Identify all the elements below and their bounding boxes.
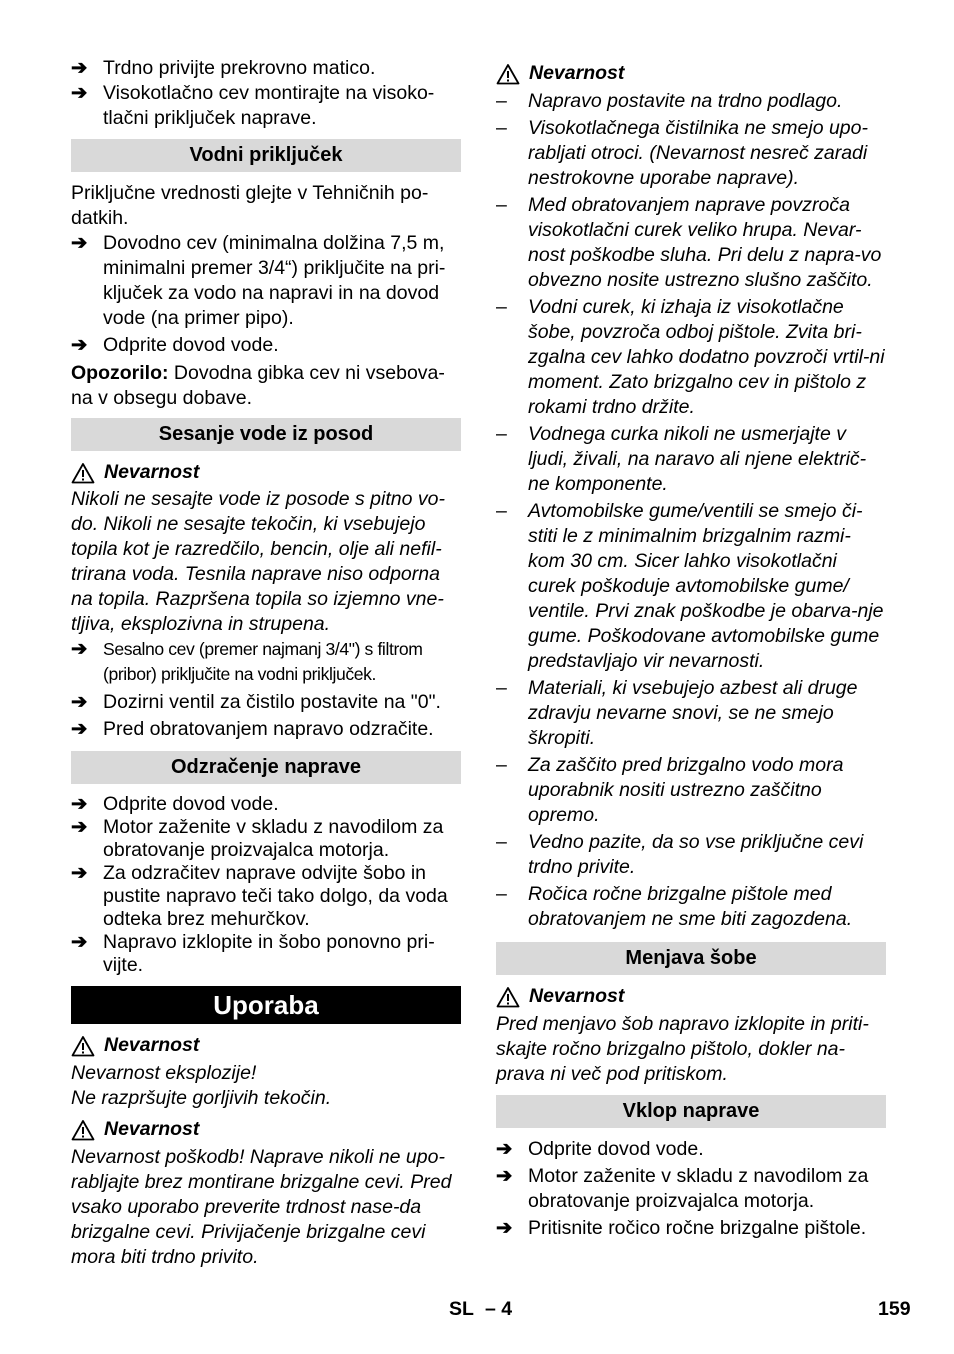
dash-item-text: Vedno pazite, da so vse priključne cevi trdno privite. [528,831,864,878]
warning-triangle-icon [71,1119,95,1141]
arrow-right-icon: ➔ [71,816,88,838]
section-heading-venting: Odzračenje naprave [71,751,461,784]
dash-item-text: Vodni curek, ki izhaja iz visokotlačne šobe, povzroča odboj pištole. Zvita bri-zgalna cev lahko dodatno povzroči vrtil-ni moment. Zato brizgalno cev in pištolo z rokami trdno držite. [528,296,885,418]
danger-text: Pred menjavo šob napravo izklopite in priti-skajte ročno brizgalno pištolo, dokler na-prava ni več pod pritiskom. [496,1013,869,1085]
step-item [71,690,461,715]
danger-text: Nevarnost poškodb! Naprave nikoli ne upo-rabljajte brez montirane brizgalne cevi. Pred vsako uporabo preverite trdnost nase-da brizgalne cevi. Privijačenje brizgalne cevi mora biti trdno privito. [71,1146,452,1268]
danger-label: Nevarnost [104,461,200,483]
dash-list-item [496,882,886,932]
step-text: Napravo izklopite in šobo ponovno pri-vijte. [103,931,435,976]
footer-section-label [449,1297,512,1322]
dash-bullet: – [496,677,507,699]
arrow-right-icon: ➔ [496,1217,513,1239]
step-text: Za odzračitev naprave odvijte šobo in pustite napravo teči tako dolgo, da voda odteka brez mehurčkov. [103,862,448,930]
step-text: Motor zaženite v skladu z navodilom za obratovanje proizvajalca motorja. [528,1165,869,1212]
dash-list-item [496,295,886,420]
dash-list-item [496,830,886,880]
arrow-right-icon: ➔ [71,718,88,740]
footer-language: SL [449,1298,474,1320]
danger-dash-list [496,89,886,932]
arrow-right-icon: ➔ [71,638,87,660]
danger-text: Nikoli ne sesajte vode iz posode s pitno vo-do. Nikoli ne sesajte tekočin, ki vsebujejo topila kot je razredčilo, bencin, olje ali nefil-trirana voda. Tesnila naprave niso odporna na topila. Razpršena topila so izjemno vne-tljiva, eksplozivna in strupena. [71,488,445,635]
arrow-right-icon: ➔ [71,931,88,953]
step-text: Odprite dovod vode. [103,334,279,356]
dash-item-text: Materiali, ki vsebujejo azbest ali druge zdravju nevarne snovi, se ne smejo škropiti. [528,677,858,749]
dash-list-item [496,753,886,828]
note-text: Dovodna gibka cev ni vsebova-na v obsegu dobave. [71,362,445,409]
danger-label: Nevarnost [529,62,625,84]
danger-heading [71,1033,461,1058]
dash-bullet: – [496,883,507,905]
danger-heading [496,61,886,86]
step-text: Pred obratovanjem napravo odzračite. [103,718,434,740]
footer-local-page: – 4 [485,1298,513,1320]
dash-item-text: Visokotlačnega čistilnika ne smejo upo-rabljati otroci. (Nevarnost nesreč zaradi nestrokovne uporabe naprave). [528,117,868,189]
step-item [71,81,451,131]
dash-list-item [496,193,886,293]
left-column [71,56,461,1270]
dash-list-item [496,499,886,674]
dash-list-item [496,116,886,191]
dash-bullet: – [496,90,507,112]
dash-item-text: Za zaščito pred brizgalno vodo mora uporabnik nositi ustrezno zaščitno opremo. [528,754,844,826]
step-item [71,637,461,687]
dash-item-text: Vodnega curka nikoli ne usmerjajte v ljudi, živali, na naravo ali njene električ-ne komponente. [528,423,867,495]
arrow-right-icon: ➔ [71,862,88,884]
step-item [71,231,461,331]
section-heading-suction: Sesanje vode iz posod [71,418,461,451]
arrow-right-icon: ➔ [71,334,88,356]
danger-heading [496,984,886,1009]
danger-text: Nevarnost eksplozije! [71,1062,257,1084]
step-item [71,793,461,816]
step-text: Dovodno cev (minimalna dolžina 7,5 m, minimalni premer 3/4“) priključite na pri-ključek za vodo na napravi in na dovod vode (na primer pipo). [103,232,446,329]
dash-bullet: – [496,831,507,853]
step-text: Trdno privijte prekrovno matico. [103,57,376,79]
danger-label: Nevarnost [104,1034,200,1056]
step-item [71,56,461,81]
step-item [71,333,461,358]
section-heading-usage: Uporaba [71,986,461,1024]
dash-item-text: Avtomobilske gume/ventili se smejo či-stiti le z minimalnim brizgalnim razmi-kom 30 cm. Sicer lahko visokotlačni curek poškoduje avtomobilske gume/ ventile. Prvi znak poškodbe je obarva-nje gume. Poškodovane avtomobilske gume predstavljajo vir nevarnosti. [528,500,884,672]
warning-triangle-icon [496,63,520,85]
right-column [496,61,886,1241]
arrow-right-icon: ➔ [71,82,88,104]
section-heading-water-connection: Vodni priključek [71,139,461,172]
step-item [71,931,461,977]
arrow-right-icon: ➔ [71,232,88,254]
danger-heading [71,460,461,485]
danger-label: Nevarnost [529,985,625,1007]
warning-triangle-icon [71,1035,95,1057]
note-paragraph [71,361,461,411]
step-item [71,717,461,742]
step-item [71,816,461,862]
arrow-right-icon: ➔ [71,691,88,713]
step-text: Motor zaženite v skladu z navodilom za obratovanje proizvajalca motorja. [103,816,444,861]
dash-list-item [496,676,886,751]
paragraph: Priključne vrednosti glejte v Tehničnih po-datkih. [71,182,429,229]
footer-page-number: 159 [878,1298,911,1320]
dash-bullet: – [496,423,507,445]
dash-bullet: – [496,296,507,318]
danger-heading [71,1117,461,1142]
arrow-right-icon: ➔ [71,793,88,815]
step-item [496,1137,886,1162]
step-text: Visokotlačno cev montirajte na visoko-tlačni priključek naprave. [103,82,435,129]
note-label: Opozorilo: [71,362,169,384]
step-item [496,1164,886,1214]
dash-list-item [496,422,886,497]
section-heading-nozzle-change: Menjava šobe [496,942,886,975]
section-heading-switch-on: Vklop naprave [496,1095,886,1128]
dash-item-text: Ročica ročne brizgalne pištole med obratovanjem ne sme biti zagozdena. [528,883,853,930]
dash-bullet: – [496,500,507,522]
dash-bullet: – [496,194,507,216]
danger-text: Ne razpršujte gorljivih tekočin. [71,1087,332,1109]
step-text: Odprite dovod vode. [103,793,279,815]
step-item [71,862,461,931]
step-text: Sesalno cev (premer najmanj 3/4") s filtrom (pribor) priključite na vodni priključek. [103,639,423,684]
arrow-right-icon: ➔ [71,57,88,79]
danger-label: Nevarnost [104,1118,200,1140]
dash-item-text: Med obratovanjem naprave povzroča visokotlačni curek veliko hrupa. Nevar-nost poškodbe sluha. Pri delu z napra-vo obvezno nosite ustrezno slušno zaščito. [528,194,882,291]
warning-triangle-icon [496,986,520,1008]
dash-list-item [496,89,886,114]
step-text: Dozirni ventil za čistilo postavite na "0". [103,691,441,713]
dash-bullet: – [496,754,507,776]
arrow-right-icon: ➔ [496,1165,513,1187]
warning-triangle-icon [71,462,95,484]
dash-item-text: Napravo postavite na trdno podlago. [528,90,843,112]
step-text: Odprite dovod vode. [528,1138,704,1160]
dash-bullet: – [496,117,507,139]
step-text: Pritisnite ročico ročne brizgalne pištole. [528,1217,867,1239]
step-item [496,1216,886,1241]
arrow-right-icon: ➔ [496,1138,513,1160]
